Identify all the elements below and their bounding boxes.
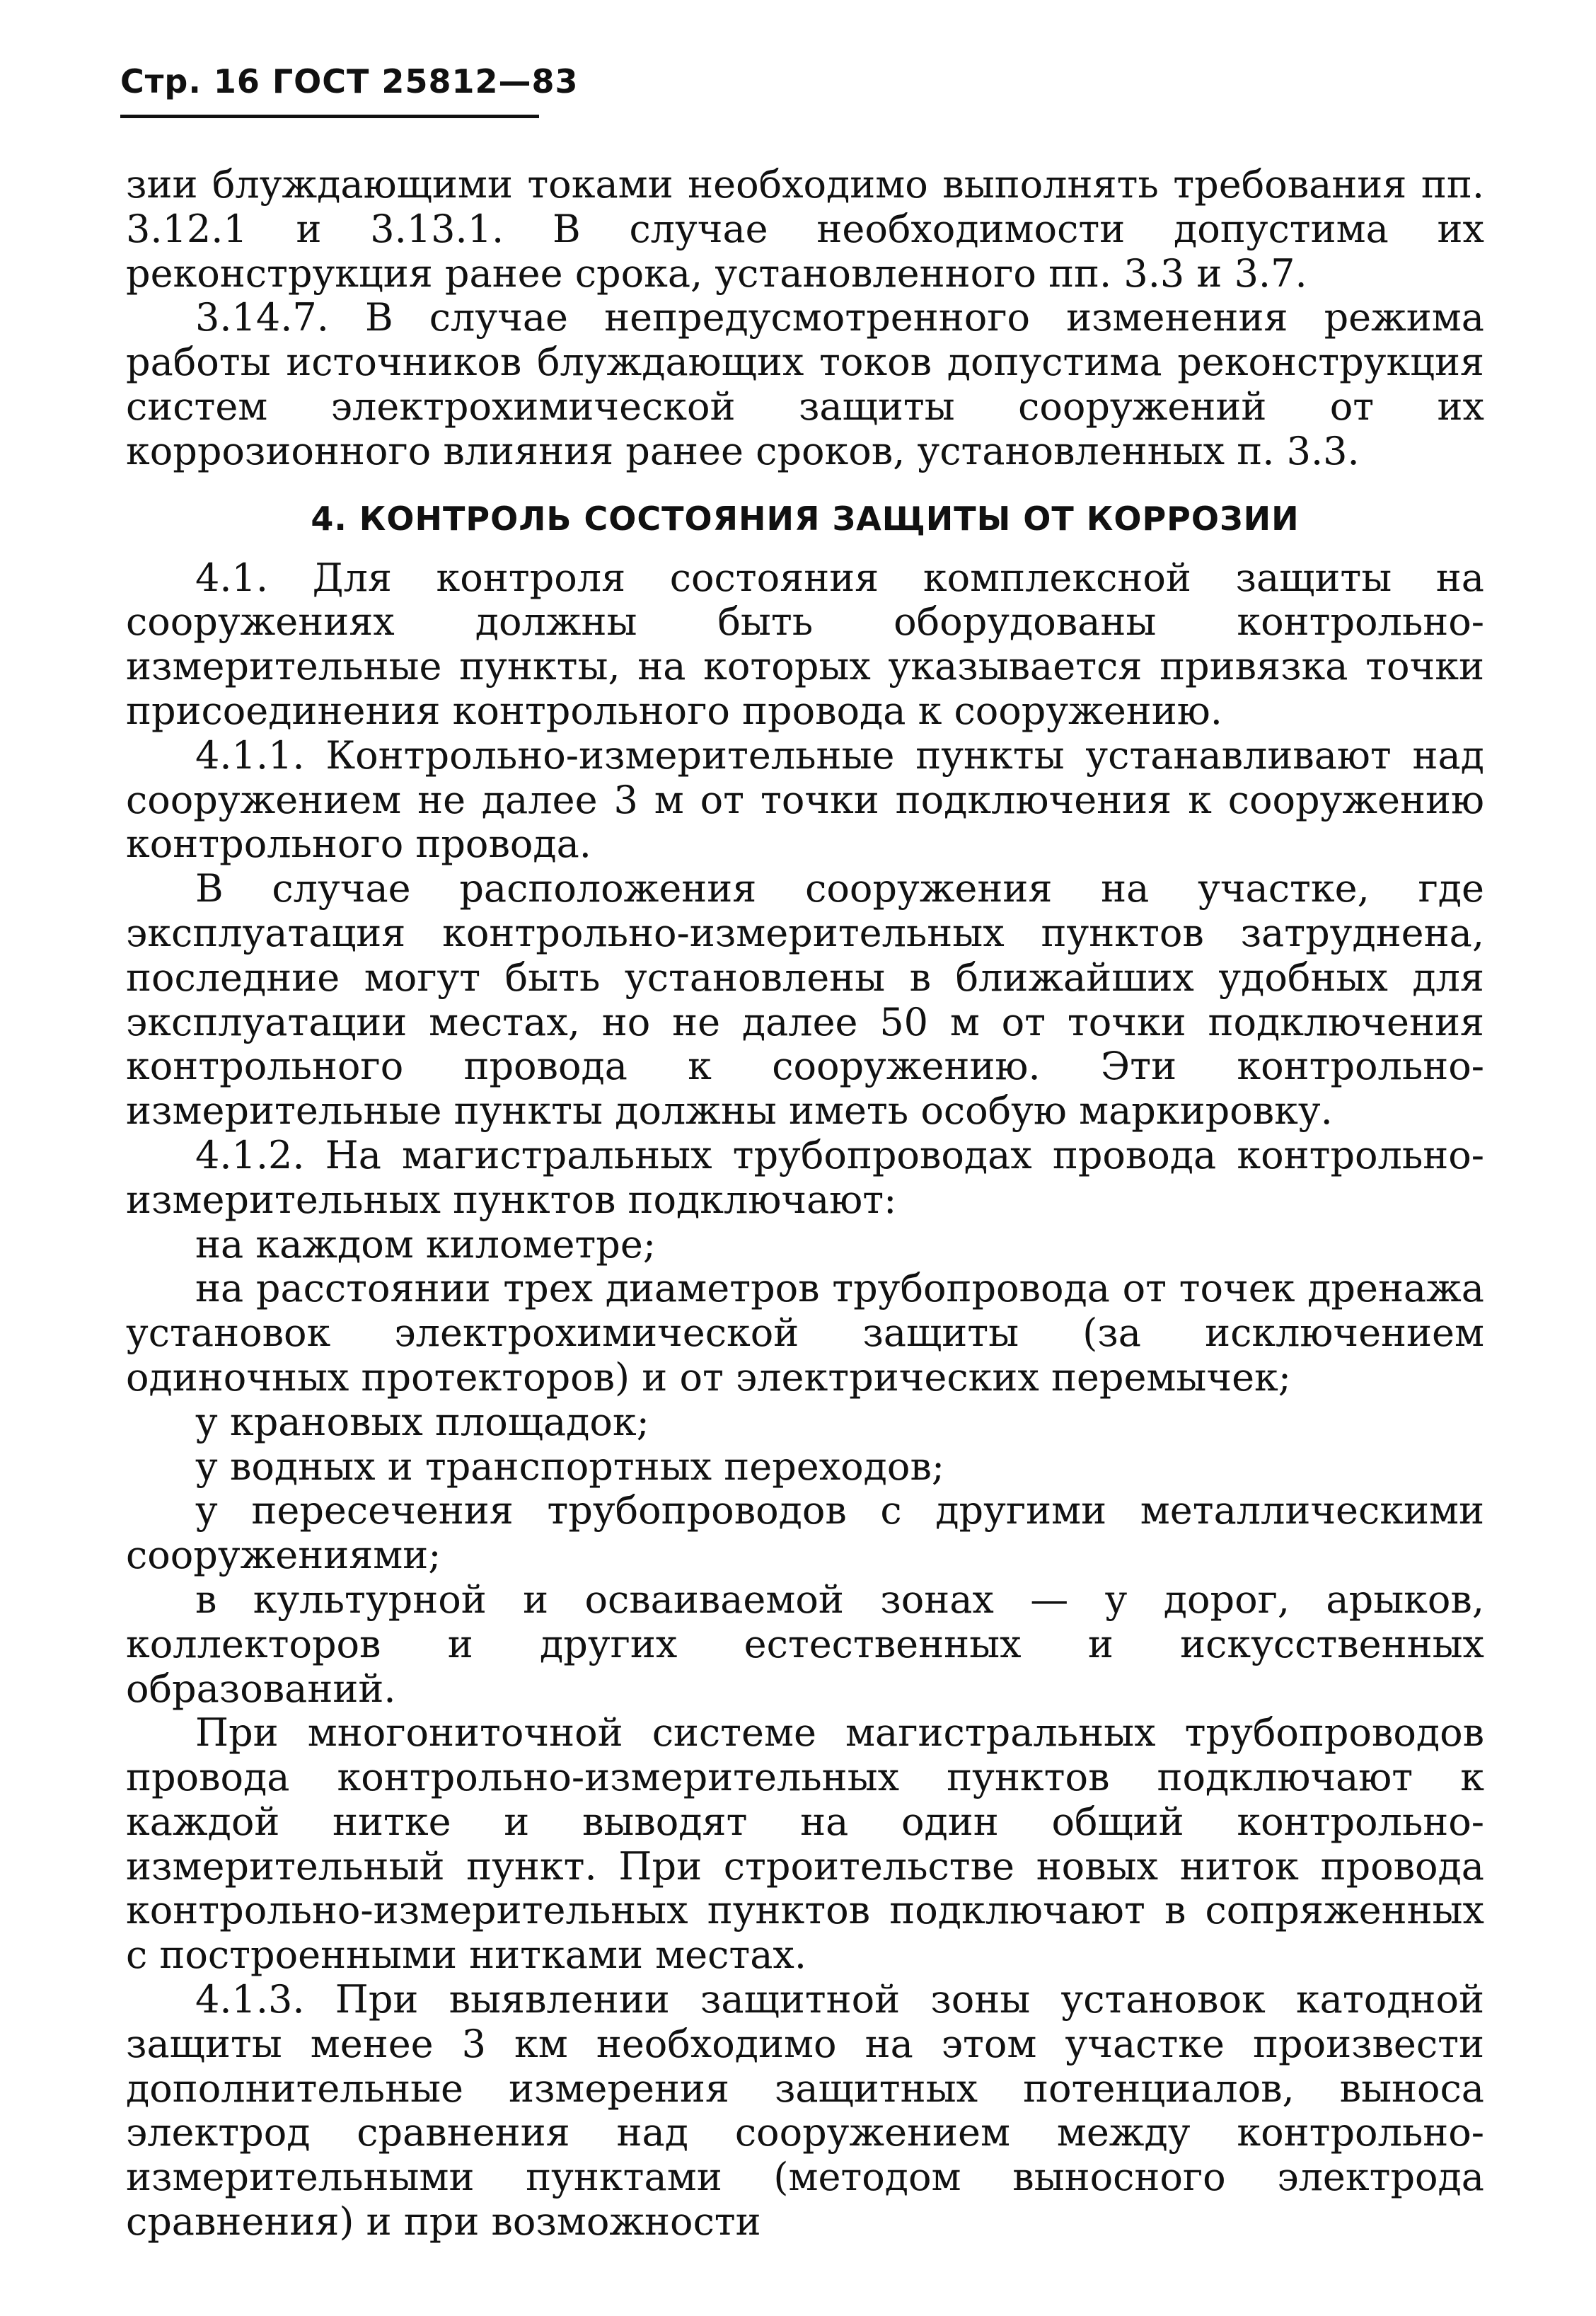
paragraph-4-1: 4.1. Для контроля состояния комплексной защиты на сооружениях должны быть оборудованы контрольно-измерительные пункты, на которых указывается привязка точки присоединения контрольного провода к сооружению. xyxy=(126,555,1484,733)
document-body xyxy=(126,163,1484,2245)
list-item: на каждом километре; xyxy=(195,1221,657,1267)
paragraph-4-1-3: 4.1.3. При выявлении защитной зоны установок катодной защиты менее 3 км необходимо на этом участке произвести дополнительные измерения защитных потенциалов, выноса электрод сравнения над сооружением между контрольно-измерительными пунктами (методом выносного электрода сравнения) и при возможности xyxy=(126,1977,1484,2245)
list-item: у пересечения трубопроводов с другими металлическими сооружениями; xyxy=(126,1488,1484,1578)
header-rule xyxy=(120,115,539,118)
paragraph-4-1-1: 4.1.1. Контрольно-измерительные пункты устанавливают над сооружением не далее 3 м от точки подключения к сооружению контрольного провода. xyxy=(126,732,1484,867)
list-item: у крановых площадок; xyxy=(195,1399,649,1444)
section-heading-4: 4. КОНТРОЛЬ СОСТОЯНИЯ ЗАЩИТЫ ОТ КОРРОЗИИ xyxy=(311,499,1300,538)
paragraph-3-14-7: 3.14.7. В случае непредусмотренного изменения режима работы источников блуждающих токов допустима реконструкция систем электрохимической защиты сооружений от их коррозионного влияния ранее сроков, установленных п. 3.3. xyxy=(126,295,1484,473)
list-item: у водных и транспортных переходов; xyxy=(195,1444,945,1489)
paragraph-4-1-2: 4.1.2. На магистральных трубопроводах провода контрольно-измерительных пунктов подключают: xyxy=(126,1132,1484,1222)
page-header: Стр. 16 ГОСТ 25812—83 xyxy=(120,62,579,100)
paragraph-4-1-1-b: В случае расположения сооружения на участке, где эксплуатация контрольно-измерительных пунктов затруднена, последние могут быть установлены в ближайших удобных для эксплуатации местах, но не далее 50 м от точки подключения контрольного провода к сооружению. Эти контрольно-измерительные пункты должны иметь особую маркировку. xyxy=(126,866,1484,1134)
paragraph-multi-thread: При многониточной системе магистральных трубопроводов провода контрольно-измерительных пунктов подключают к каждой нитке и выводят на один общий контрольно-измерительный пункт. При строительстве новых ниток провода контрольно-измерительных пунктов подключают в сопряженных с построенными нитками местах. xyxy=(126,1710,1484,1978)
paragraph-3-14-6-cont: зии блуждающими токами необходимо выполнять требования пп. 3.12.1 и 3.13.1. В случае необходимости допустима их реконструкция ранее срока, установленного пп. 3.3 и 3.7. xyxy=(126,162,1484,296)
list-item: в культурной и осваиваемой зонах — у дорог, арыков, коллекторов и других естественных и искусственных образований. xyxy=(126,1577,1484,1711)
list-item: на расстоянии трех диаметров трубопровода от точек дренажа установок электрохимической защиты (за исключением одиночных протекторов) и от электрических перемычек; xyxy=(126,1266,1484,1400)
